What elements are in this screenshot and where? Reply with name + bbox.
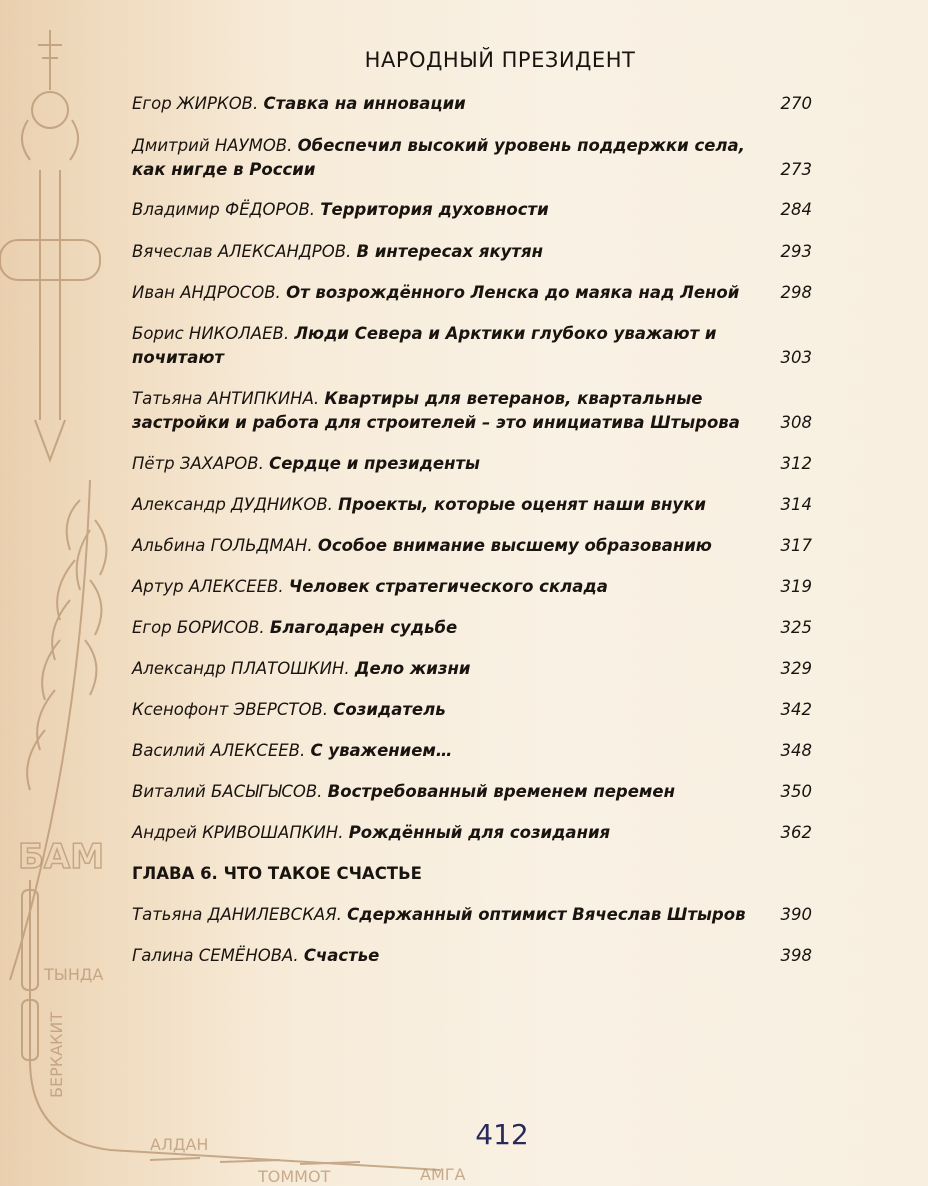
toc-author: Владимир ФЁДОРОВ. [132, 200, 316, 219]
toc-entry [132, 780, 812, 804]
chapter-heading: ГЛАВА 6. ЧТО ТАКОЕ СЧАСТЬЕ [132, 864, 422, 883]
toc-title: Рождённый для созидания [348, 823, 611, 842]
toc-entry [132, 92, 812, 116]
toc-author: Александр ДУДНИКОВ. [132, 495, 333, 514]
toc-title: Квартиры для ветеранов, квартальные застройки и работа для строителей – это инициатива Штырова [132, 389, 740, 432]
toc-entry [132, 903, 812, 927]
toc-page: 390 [780, 905, 812, 924]
toc-entry [132, 198, 812, 222]
toc-entry [132, 534, 812, 558]
toc-title: Благодарен судьбе [269, 618, 458, 637]
toc-title: Сердце и президенты [269, 454, 480, 473]
toc-entry [132, 493, 812, 517]
toc-title: Востребованный временем перемен [327, 782, 675, 801]
toc-author: Артур АЛЕКСЕЕВ. [132, 577, 284, 596]
toc-page: 273 [780, 160, 812, 179]
toc-entry [132, 240, 812, 264]
toc-page: 348 [780, 741, 812, 760]
toc-title: Территория духовности [320, 200, 549, 219]
toc-author: Галина СЕМЁНОВА. [132, 946, 299, 965]
toc-page: 270 [780, 94, 812, 113]
toc-page: 312 [780, 454, 812, 473]
toc-page: 317 [780, 536, 812, 555]
toc-title: Люди Севера и Арктики глубоко уважают и почитают [132, 324, 717, 367]
toc-author: Василий АЛЕКСЕЕВ. [132, 741, 306, 760]
toc-title: Дело жизни [354, 659, 471, 678]
toc-author: Дмитрий НАУМОВ. [132, 136, 293, 155]
toc-page: 398 [780, 946, 812, 965]
toc-title: Человек стратегического склада [288, 577, 608, 596]
toc-entry [132, 387, 812, 435]
toc-title: В интересах якутян [356, 242, 543, 261]
toc-author: Пётр ЗАХАРОВ. [132, 454, 264, 473]
toc-page: 284 [780, 200, 812, 219]
toc-entry [132, 575, 812, 599]
toc-page: 325 [780, 618, 812, 637]
toc-author: Виталий БАСЫГЫСОВ. [132, 782, 323, 801]
toc-page: 314 [780, 495, 812, 514]
toc-author: Александр ПЛАТОШКИН. [132, 659, 350, 678]
toc-author: Иван АНДРОСОВ. [132, 283, 281, 302]
toc-page: 308 [780, 413, 812, 432]
toc-title: С уважением… [310, 741, 453, 760]
toc-entry [132, 616, 812, 640]
toc-entry [132, 821, 812, 845]
decor-label-tynda: ТЫНДА [44, 965, 104, 984]
toc-entry [132, 944, 812, 968]
toc-title: Обеспечил высокий уровень поддержки села, как нигде в России [132, 136, 745, 179]
toc-entry [132, 134, 812, 182]
toc-page: 329 [780, 659, 812, 678]
toc-page: 350 [780, 782, 812, 801]
toc-page: 362 [780, 823, 812, 842]
page-number: 412 [475, 1118, 529, 1151]
decor-label-tommot: ТОММОТ [258, 1167, 331, 1186]
toc-title: Особое внимание высшему образованию [317, 536, 712, 555]
toc-title: Счастье [303, 946, 380, 965]
toc-title: Проекты, которые оценят наши внуки [338, 495, 706, 514]
toc-author: Татьяна АНТИПКИНА. [132, 389, 320, 408]
toc-author: Ксенофонт ЭВЕРСТОВ. [132, 700, 329, 719]
toc-author: Альбина ГОЛЬДМАН. [132, 536, 313, 555]
toc-page: 319 [780, 577, 812, 596]
toc-page: 298 [780, 283, 812, 302]
toc-author: Вячеслав АЛЕКСАНДРОВ. [132, 242, 352, 261]
running-header: НАРОДНЫЙ ПРЕЗИДЕНТ [364, 48, 636, 72]
toc-author: Егор ЖИРКОВ. [132, 94, 259, 113]
toc-entry [132, 322, 812, 370]
decor-label-amga: АМГА [420, 1165, 466, 1184]
toc-title: Сдержанный оптимист Вячеслав Штыров [347, 905, 746, 924]
toc-title: Ставка на инновации [263, 94, 466, 113]
toc-author: Борис НИКОЛАЕВ. [132, 324, 290, 343]
toc-author: Татьяна ДАНИЛЕВСКАЯ. [132, 905, 342, 924]
decor-label-berkakit: БЕРКАКИТ [47, 1011, 66, 1098]
toc-page: 342 [780, 700, 812, 719]
toc-author: Андрей КРИВОШАПКИН. [132, 823, 344, 842]
toc-page: 293 [780, 242, 812, 261]
decor-label-bam: БАМ [18, 837, 105, 877]
toc-entry [132, 281, 812, 305]
toc-title: От возрождённого Ленска до маяка над Леной [286, 283, 740, 302]
toc-title: Созидатель [333, 700, 446, 719]
toc-entry [132, 452, 812, 476]
toc-entry [132, 657, 812, 681]
toc-entry [132, 698, 812, 722]
toc-author: Егор БОРИСОВ. [132, 618, 265, 637]
toc-page: 303 [780, 348, 812, 367]
toc-entry [132, 739, 812, 763]
decor-label-aldan: АЛДАН [150, 1135, 209, 1154]
